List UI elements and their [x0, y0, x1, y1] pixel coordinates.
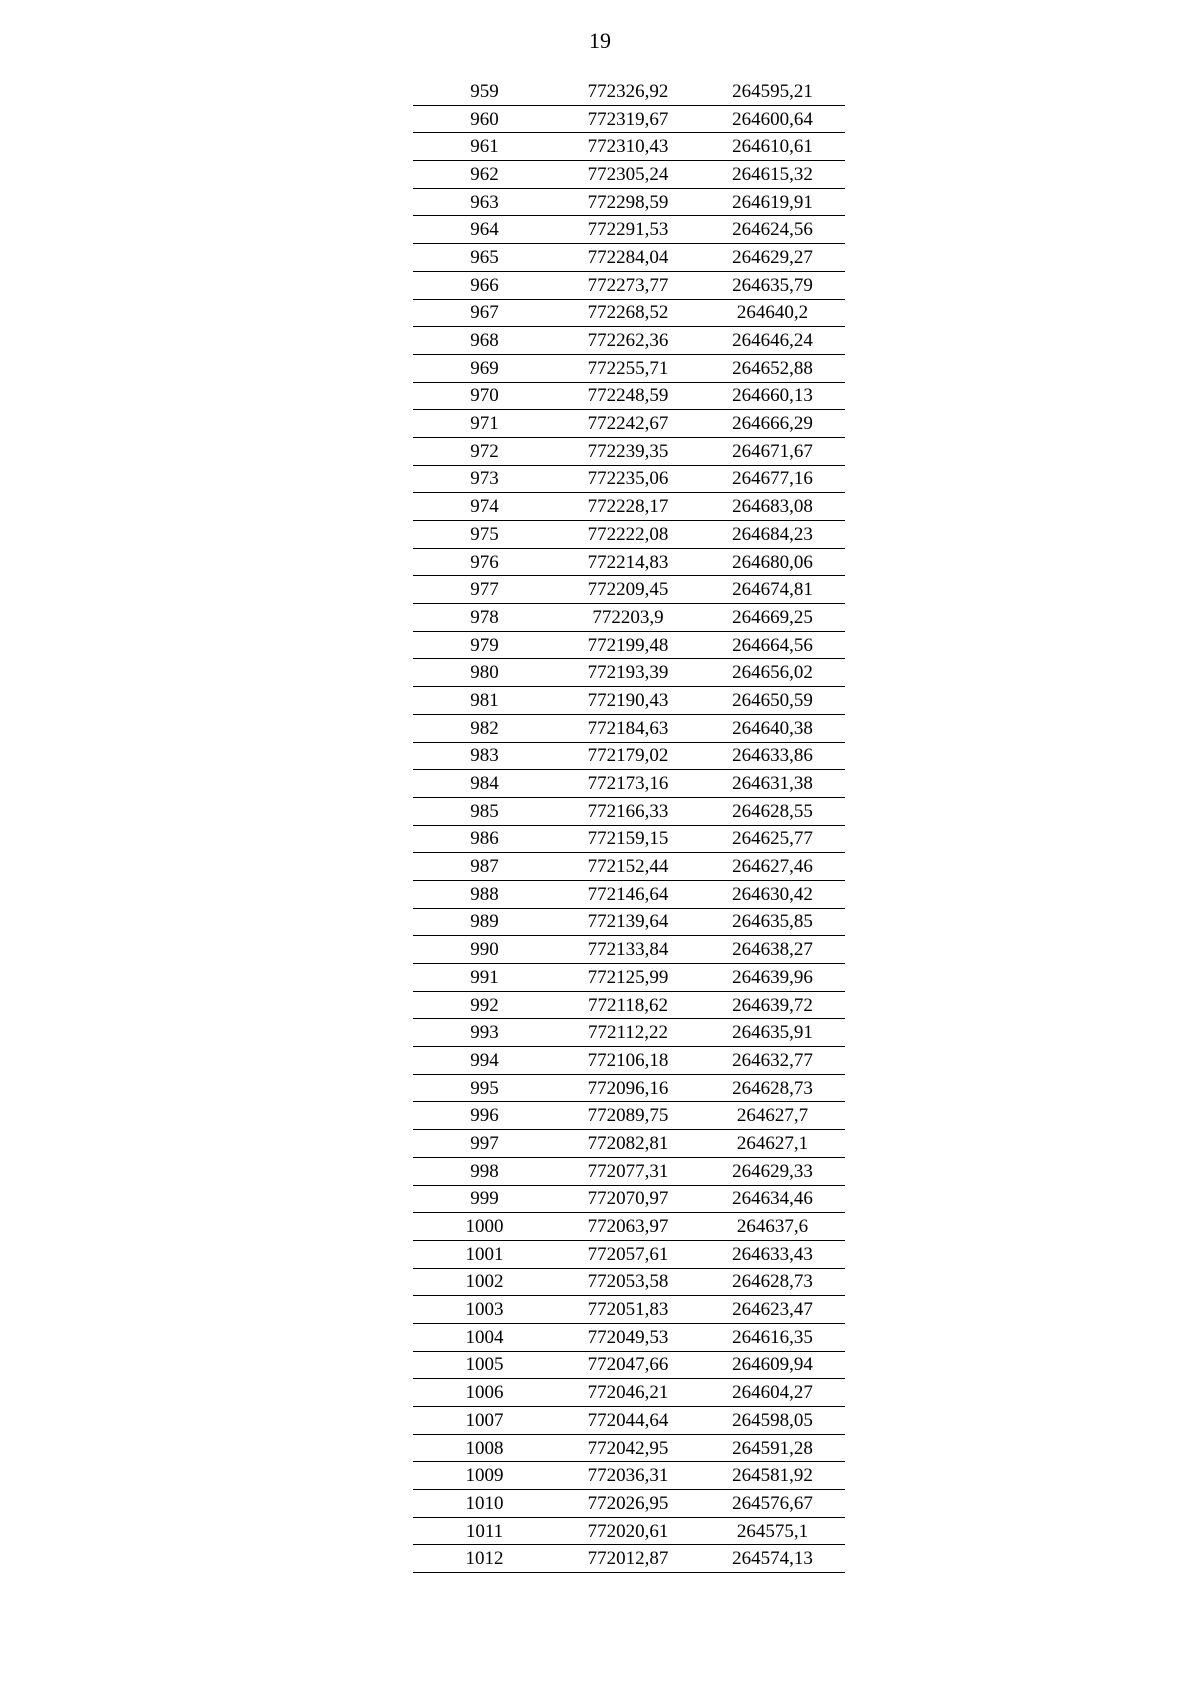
x-coordinate-cell: 772036,31 [556, 1462, 700, 1490]
table-row [413, 1240, 845, 1268]
y-coordinate-cell: 264625,77 [700, 825, 845, 853]
table-row [413, 880, 845, 908]
y-coordinate-cell: 264669,25 [700, 604, 845, 632]
x-coordinate-cell: 772089,75 [556, 1102, 700, 1130]
table-row [413, 1296, 845, 1324]
point-number-cell: 959 [413, 78, 556, 105]
table-row [413, 1379, 845, 1407]
x-coordinate-cell: 772242,67 [556, 410, 700, 438]
table-row [413, 1047, 845, 1075]
point-number-cell: 989 [413, 908, 556, 936]
y-coordinate-cell: 264576,67 [700, 1490, 845, 1518]
table-row [413, 1351, 845, 1379]
y-coordinate-cell: 264623,47 [700, 1296, 845, 1324]
y-coordinate-cell: 264609,94 [700, 1351, 845, 1379]
point-number-cell: 980 [413, 659, 556, 687]
x-coordinate-cell: 772273,77 [556, 271, 700, 299]
x-coordinate-cell: 772326,92 [556, 78, 700, 105]
y-coordinate-cell: 264684,23 [700, 521, 845, 549]
table-row [413, 797, 845, 825]
x-coordinate-cell: 772235,06 [556, 465, 700, 493]
y-coordinate-cell: 264624,56 [700, 216, 845, 244]
point-number-cell: 969 [413, 354, 556, 382]
point-number-cell: 1003 [413, 1296, 556, 1324]
point-number-cell: 970 [413, 382, 556, 410]
point-number-cell: 967 [413, 299, 556, 327]
point-number-cell: 962 [413, 161, 556, 189]
x-coordinate-cell: 772070,97 [556, 1185, 700, 1213]
x-coordinate-cell: 772248,59 [556, 382, 700, 410]
table-row [413, 825, 845, 853]
point-number-cell: 1010 [413, 1490, 556, 1518]
y-coordinate-cell: 264610,61 [700, 133, 845, 161]
y-coordinate-cell: 264656,02 [700, 659, 845, 687]
x-coordinate-cell: 772125,99 [556, 964, 700, 992]
table-row [413, 188, 845, 216]
point-number-cell: 981 [413, 687, 556, 715]
y-coordinate-cell: 264628,73 [700, 1074, 845, 1102]
table-row [413, 908, 845, 936]
y-coordinate-cell: 264671,67 [700, 437, 845, 465]
point-number-cell: 977 [413, 576, 556, 604]
x-coordinate-cell: 772310,43 [556, 133, 700, 161]
x-coordinate-cell: 772184,63 [556, 714, 700, 742]
point-number-cell: 968 [413, 327, 556, 355]
table-row [413, 1407, 845, 1435]
x-coordinate-cell: 772053,58 [556, 1268, 700, 1296]
table-row [413, 244, 845, 272]
point-number-cell: 976 [413, 548, 556, 576]
y-coordinate-cell: 264680,06 [700, 548, 845, 576]
x-coordinate-cell: 772291,53 [556, 216, 700, 244]
x-coordinate-cell: 772284,04 [556, 244, 700, 272]
point-number-cell: 960 [413, 105, 556, 133]
y-coordinate-cell: 264637,6 [700, 1213, 845, 1241]
point-number-cell: 999 [413, 1185, 556, 1213]
y-coordinate-cell: 264616,35 [700, 1323, 845, 1351]
point-number-cell: 1011 [413, 1517, 556, 1545]
y-coordinate-cell: 264677,16 [700, 465, 845, 493]
y-coordinate-cell: 264581,92 [700, 1462, 845, 1490]
y-coordinate-cell: 264628,55 [700, 797, 845, 825]
y-coordinate-cell: 264619,91 [700, 188, 845, 216]
point-number-cell: 1000 [413, 1213, 556, 1241]
y-coordinate-cell: 264595,21 [700, 78, 845, 105]
table-row [413, 936, 845, 964]
point-number-cell: 1008 [413, 1434, 556, 1462]
table-row [413, 548, 845, 576]
x-coordinate-cell: 772179,02 [556, 742, 700, 770]
x-coordinate-cell: 772305,24 [556, 161, 700, 189]
y-coordinate-cell: 264631,38 [700, 770, 845, 798]
table-row [413, 659, 845, 687]
y-coordinate-cell: 264664,56 [700, 631, 845, 659]
y-coordinate-cell: 264629,27 [700, 244, 845, 272]
x-coordinate-cell: 772166,33 [556, 797, 700, 825]
y-coordinate-cell: 264683,08 [700, 493, 845, 521]
table-row [413, 714, 845, 742]
y-coordinate-cell: 264633,86 [700, 742, 845, 770]
table-row [413, 604, 845, 632]
y-coordinate-cell: 264575,1 [700, 1517, 845, 1545]
table-row [413, 493, 845, 521]
point-number-cell: 991 [413, 964, 556, 992]
point-number-cell: 1012 [413, 1545, 556, 1573]
table-row [413, 687, 845, 715]
x-coordinate-cell: 772209,45 [556, 576, 700, 604]
point-number-cell: 973 [413, 465, 556, 493]
point-number-cell: 1002 [413, 1268, 556, 1296]
table-row [413, 1130, 845, 1158]
y-coordinate-cell: 264640,38 [700, 714, 845, 742]
table-row [413, 1074, 845, 1102]
point-number-cell: 993 [413, 1019, 556, 1047]
table-row [413, 521, 845, 549]
x-coordinate-cell: 772020,61 [556, 1517, 700, 1545]
table-row [413, 299, 845, 327]
y-coordinate-cell: 264574,13 [700, 1545, 845, 1573]
point-number-cell: 1004 [413, 1323, 556, 1351]
coordinates-table [413, 78, 845, 1573]
table-row [413, 742, 845, 770]
table-row [413, 1434, 845, 1462]
table-row [413, 1185, 845, 1213]
x-coordinate-cell: 772319,67 [556, 105, 700, 133]
y-coordinate-cell: 264635,85 [700, 908, 845, 936]
point-number-cell: 971 [413, 410, 556, 438]
x-coordinate-cell: 772057,61 [556, 1240, 700, 1268]
y-coordinate-cell: 264639,96 [700, 964, 845, 992]
table-row [413, 437, 845, 465]
y-coordinate-cell: 264635,91 [700, 1019, 845, 1047]
point-number-cell: 1007 [413, 1407, 556, 1435]
table-row [413, 1462, 845, 1490]
table-row [413, 105, 845, 133]
x-coordinate-cell: 772159,15 [556, 825, 700, 853]
point-number-cell: 986 [413, 825, 556, 853]
point-number-cell: 965 [413, 244, 556, 272]
table-row [413, 853, 845, 881]
y-coordinate-cell: 264630,42 [700, 880, 845, 908]
x-coordinate-cell: 772096,16 [556, 1074, 700, 1102]
table-row [413, 271, 845, 299]
table-row [413, 410, 845, 438]
x-coordinate-cell: 772139,64 [556, 908, 700, 936]
table-row [413, 770, 845, 798]
x-coordinate-cell: 772063,97 [556, 1213, 700, 1241]
point-number-cell: 1006 [413, 1379, 556, 1407]
y-coordinate-cell: 264627,7 [700, 1102, 845, 1130]
y-coordinate-cell: 264627,46 [700, 853, 845, 881]
x-coordinate-cell: 772042,95 [556, 1434, 700, 1462]
point-number-cell: 978 [413, 604, 556, 632]
table-row [413, 1545, 845, 1573]
table-row [413, 1102, 845, 1130]
point-number-cell: 966 [413, 271, 556, 299]
table-row [413, 133, 845, 161]
point-number-cell: 987 [413, 853, 556, 881]
x-coordinate-cell: 772222,08 [556, 521, 700, 549]
x-coordinate-cell: 772173,16 [556, 770, 700, 798]
x-coordinate-cell: 772082,81 [556, 1130, 700, 1158]
point-number-cell: 974 [413, 493, 556, 521]
x-coordinate-cell: 772203,9 [556, 604, 700, 632]
point-number-cell: 979 [413, 631, 556, 659]
table-row [413, 382, 845, 410]
point-number-cell: 983 [413, 742, 556, 770]
x-coordinate-cell: 772047,66 [556, 1351, 700, 1379]
point-number-cell: 982 [413, 714, 556, 742]
point-number-cell: 1009 [413, 1462, 556, 1490]
x-coordinate-cell: 772146,64 [556, 880, 700, 908]
x-coordinate-cell: 772228,17 [556, 493, 700, 521]
x-coordinate-cell: 772026,95 [556, 1490, 700, 1518]
x-coordinate-cell: 772193,39 [556, 659, 700, 687]
table-row [413, 354, 845, 382]
x-coordinate-cell: 772199,48 [556, 631, 700, 659]
point-number-cell: 997 [413, 1130, 556, 1158]
point-number-cell: 996 [413, 1102, 556, 1130]
x-coordinate-cell: 772118,62 [556, 991, 700, 1019]
table-row [413, 1323, 845, 1351]
point-number-cell: 961 [413, 133, 556, 161]
table-row [413, 991, 845, 1019]
point-number-cell: 985 [413, 797, 556, 825]
y-coordinate-cell: 264615,32 [700, 161, 845, 189]
y-coordinate-cell: 264627,1 [700, 1130, 845, 1158]
table-row [413, 1517, 845, 1545]
point-number-cell: 998 [413, 1157, 556, 1185]
x-coordinate-cell: 772133,84 [556, 936, 700, 964]
x-coordinate-cell: 772190,43 [556, 687, 700, 715]
y-coordinate-cell: 264646,24 [700, 327, 845, 355]
y-coordinate-cell: 264640,2 [700, 299, 845, 327]
y-coordinate-cell: 264628,73 [700, 1268, 845, 1296]
y-coordinate-cell: 264598,05 [700, 1407, 845, 1435]
point-number-cell: 988 [413, 880, 556, 908]
y-coordinate-cell: 264650,59 [700, 687, 845, 715]
y-coordinate-cell: 264591,28 [700, 1434, 845, 1462]
table-row [413, 1213, 845, 1241]
y-coordinate-cell: 264638,27 [700, 936, 845, 964]
x-coordinate-cell: 772077,31 [556, 1157, 700, 1185]
point-number-cell: 963 [413, 188, 556, 216]
x-coordinate-cell: 772268,52 [556, 299, 700, 327]
x-coordinate-cell: 772214,83 [556, 548, 700, 576]
x-coordinate-cell: 772049,53 [556, 1323, 700, 1351]
y-coordinate-cell: 264666,29 [700, 410, 845, 438]
x-coordinate-cell: 772112,22 [556, 1019, 700, 1047]
table-row [413, 78, 845, 105]
x-coordinate-cell: 772046,21 [556, 1379, 700, 1407]
x-coordinate-cell: 772012,87 [556, 1545, 700, 1573]
y-coordinate-cell: 264652,88 [700, 354, 845, 382]
x-coordinate-cell: 772298,59 [556, 188, 700, 216]
y-coordinate-cell: 264600,64 [700, 105, 845, 133]
point-number-cell: 995 [413, 1074, 556, 1102]
table-row [413, 964, 845, 992]
point-number-cell: 1001 [413, 1240, 556, 1268]
table-row [413, 1157, 845, 1185]
point-number-cell: 984 [413, 770, 556, 798]
point-number-cell: 1005 [413, 1351, 556, 1379]
table-row [413, 1019, 845, 1047]
y-coordinate-cell: 264634,46 [700, 1185, 845, 1213]
point-number-cell: 972 [413, 437, 556, 465]
y-coordinate-cell: 264633,43 [700, 1240, 845, 1268]
point-number-cell: 975 [413, 521, 556, 549]
y-coordinate-cell: 264660,13 [700, 382, 845, 410]
table-row [413, 327, 845, 355]
point-number-cell: 990 [413, 936, 556, 964]
point-number-cell: 994 [413, 1047, 556, 1075]
table-row [413, 631, 845, 659]
x-coordinate-cell: 772262,36 [556, 327, 700, 355]
point-number-cell: 964 [413, 216, 556, 244]
table-row [413, 1268, 845, 1296]
table-row [413, 1490, 845, 1518]
x-coordinate-cell: 772106,18 [556, 1047, 700, 1075]
table-row [413, 465, 845, 493]
y-coordinate-cell: 264632,77 [700, 1047, 845, 1075]
x-coordinate-cell: 772152,44 [556, 853, 700, 881]
point-number-cell: 992 [413, 991, 556, 1019]
y-coordinate-cell: 264674,81 [700, 576, 845, 604]
x-coordinate-cell: 772051,83 [556, 1296, 700, 1324]
y-coordinate-cell: 264604,27 [700, 1379, 845, 1407]
coordinates-table-body [413, 78, 845, 1573]
y-coordinate-cell: 264639,72 [700, 991, 845, 1019]
table-row [413, 216, 845, 244]
table-row [413, 161, 845, 189]
x-coordinate-cell: 772044,64 [556, 1407, 700, 1435]
x-coordinate-cell: 772255,71 [556, 354, 700, 382]
page-number: 19 [589, 28, 611, 53]
table-row [413, 576, 845, 604]
y-coordinate-cell: 264635,79 [700, 271, 845, 299]
x-coordinate-cell: 772239,35 [556, 437, 700, 465]
y-coordinate-cell: 264629,33 [700, 1157, 845, 1185]
